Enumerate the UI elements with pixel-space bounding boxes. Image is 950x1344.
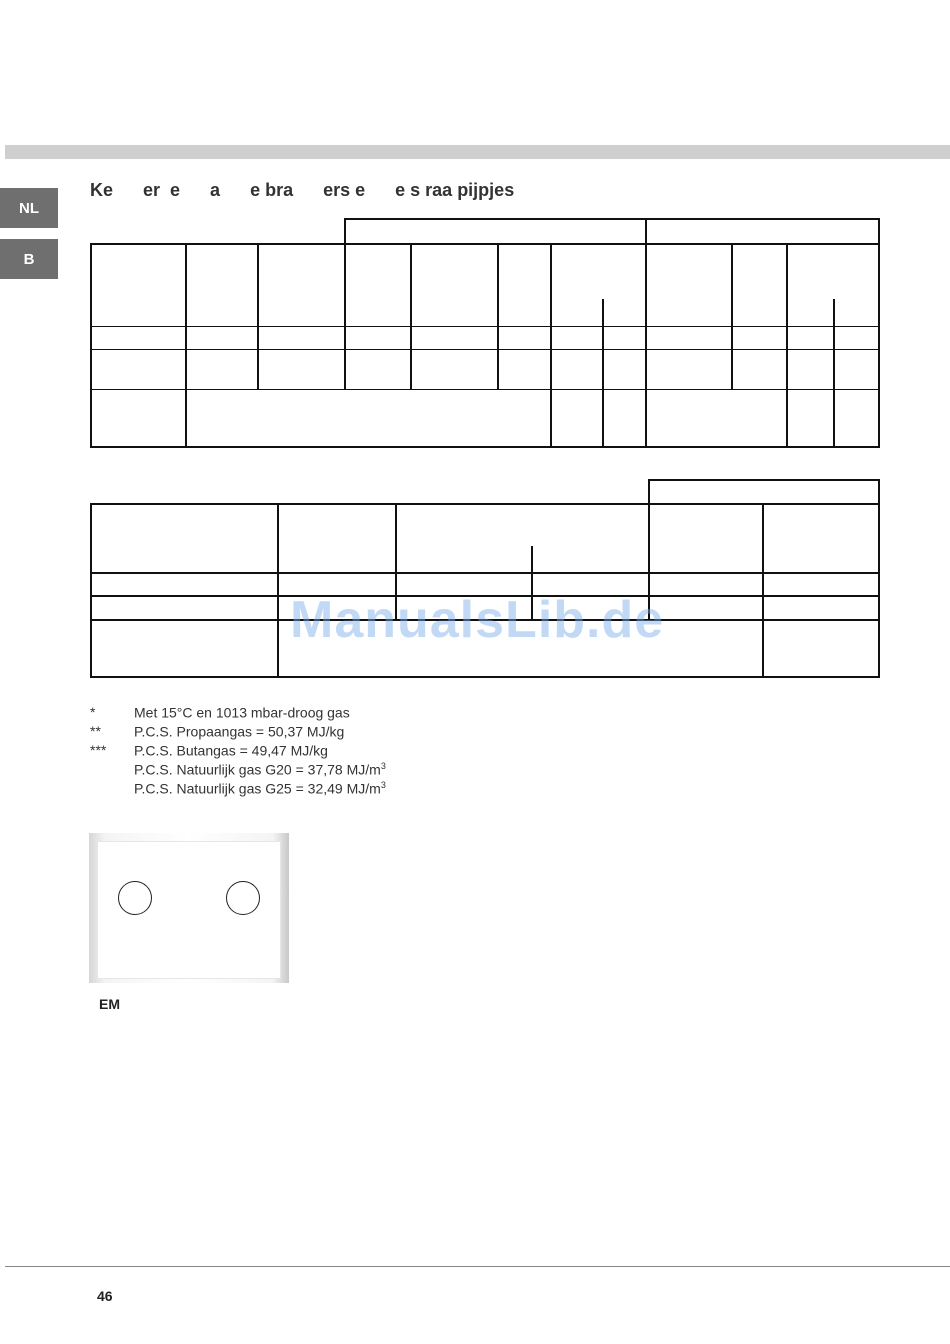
table2-col-5 [762,503,764,678]
page-number: 46 [97,1288,113,1304]
table1-col-5 [497,243,499,390]
table1-col-4 [410,243,412,390]
header-band [5,145,950,159]
watermark: ManualsLib.de [290,591,665,649]
footnote-text: P.C.S. Natuurlijk gas G20 = 37,78 $MJ/m^3$ [134,761,386,778]
footnote-mark: * [90,704,96,720]
footnote-text: P.C.S. Butangas = 49,47 MJ/kg [134,742,328,759]
table1-row-rule-1 [90,326,880,327]
table1-col-12 [878,218,880,448]
burner-left-icon [118,881,152,915]
footnote-text: Met 15°C en 1013 mbar-droog gas [134,704,350,721]
page-title: Ke er e a e bra ers e e s raa pijpjes [90,180,515,200]
table1-row-rule-3 [90,389,880,390]
footer-rule [5,1266,950,1267]
footnote-mark: *** [90,742,107,758]
table2-top-group-rule [648,479,880,481]
table2-col-1 [277,503,279,678]
table1-col-9 [731,243,733,390]
table1-col-11 [833,299,835,448]
table1-top-group-rule [344,218,880,220]
footnote-text: P.C.S. Natuurlijk gas G25 = 32,49 $MJ/m^3$ [134,780,386,797]
table2-col-0 [90,503,92,678]
footnote-text: P.C.S. Propaangas = 50,37 MJ/kg [134,723,345,740]
language-tab-nl[interactable]: NL [0,188,58,228]
table1-row-rule-2 [90,349,880,350]
language-tab-b[interactable]: B [0,239,58,279]
model-label: EM [99,996,120,1012]
footnote-mark: ** [90,723,101,739]
burner-right-icon [226,881,260,915]
table1-col-3 [344,218,346,390]
table1-col-0 [90,243,92,448]
table1-col-2 [257,243,259,390]
table2-col-6 [878,479,880,678]
table1-col-7 [602,299,604,448]
table1-col-8 [645,218,647,448]
table1-bottom-rule [90,446,880,448]
table1-col-10 [786,243,788,448]
table1-col-1 [185,243,187,448]
table1-col-6 [550,243,552,448]
table1-header-rule [90,243,880,245]
